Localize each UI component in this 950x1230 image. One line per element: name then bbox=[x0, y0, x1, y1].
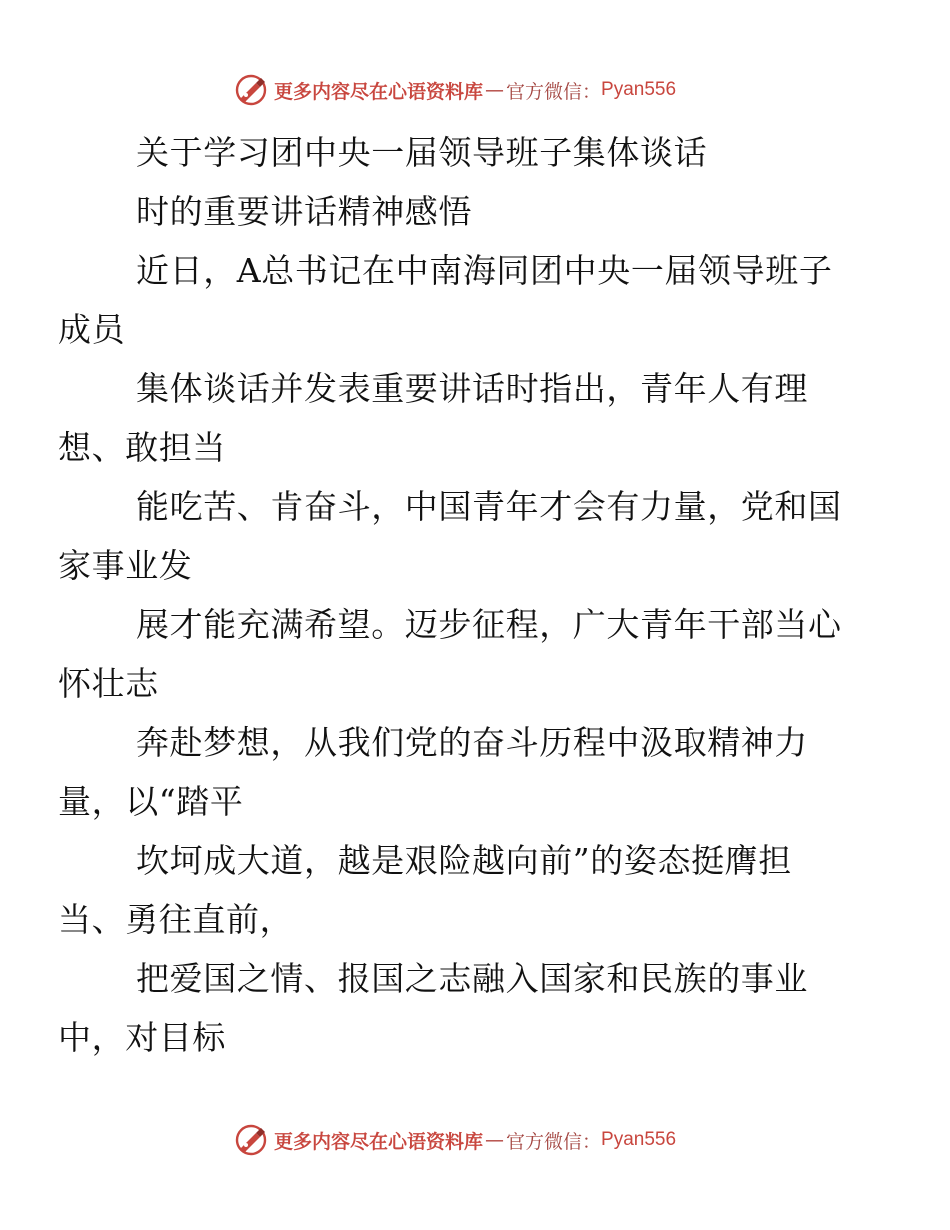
text-line: 能吃苦、肯奋斗，中国青年才会有力量，党和国 bbox=[136, 487, 842, 526]
watermark-official-label: 官方微信： bbox=[506, 1130, 602, 1153]
paragraph bbox=[58, 831, 857, 949]
text-line: 家事业发 bbox=[58, 546, 193, 585]
watermark-brand: 更多内容尽在心语资料库 bbox=[274, 1130, 484, 1153]
watermark-dash: — bbox=[485, 1129, 505, 1151]
text-line: 时的重要讲话精神感悟 bbox=[136, 192, 472, 231]
text-line: 展才能充满希望。迈步征程，广大青年干部当心 bbox=[136, 605, 842, 644]
text-line: 当、勇往直前， bbox=[58, 900, 294, 939]
paragraph bbox=[58, 477, 857, 595]
text-line: 怀壮志 bbox=[58, 664, 159, 703]
text-line: 把爱国之情、报国之志融入国家和民族的事业 bbox=[136, 959, 808, 998]
pen-logo-icon bbox=[234, 73, 268, 107]
paragraph bbox=[58, 359, 857, 477]
paragraph bbox=[58, 241, 857, 359]
pen-logo-icon bbox=[234, 1123, 268, 1157]
text-line: 近日，A总书记在中南海同团中央一届领导班子 bbox=[136, 251, 833, 290]
paragraph bbox=[58, 595, 857, 713]
paragraph-title bbox=[97, 123, 857, 182]
watermark-wechat-id: Pyan556 bbox=[601, 79, 677, 100]
text-line: 关于学习团中央一届领导班子集体谈话 bbox=[136, 133, 708, 172]
text-line: 量，以“踏平 bbox=[58, 782, 244, 821]
text-line: 坎坷成大道，越是艰险越向前”的姿态挺膺担 bbox=[136, 841, 792, 880]
watermark-brand: 更多内容尽在心语资料库 bbox=[274, 80, 484, 103]
footer-watermark bbox=[234, 1120, 676, 1160]
text-line: 集体谈话并发表重要讲话时指出，青年人有理 bbox=[136, 369, 808, 408]
paragraph-title-cont bbox=[97, 182, 857, 241]
text-line: 奔赴梦想，从我们党的奋斗历程中汲取精神力 bbox=[136, 723, 808, 762]
watermark-wechat-id: Pyan556 bbox=[601, 1129, 677, 1150]
text-line: 想、敢担当 bbox=[58, 428, 226, 467]
text-line: 中，对目标 bbox=[58, 1018, 226, 1057]
paragraph bbox=[58, 949, 857, 1067]
document-body bbox=[58, 123, 857, 1067]
watermark-dash: — bbox=[485, 79, 505, 101]
paragraph bbox=[58, 713, 857, 831]
header-watermark bbox=[234, 70, 676, 110]
watermark-official-label: 官方微信： bbox=[506, 80, 602, 103]
text-line: 成员 bbox=[58, 310, 126, 349]
